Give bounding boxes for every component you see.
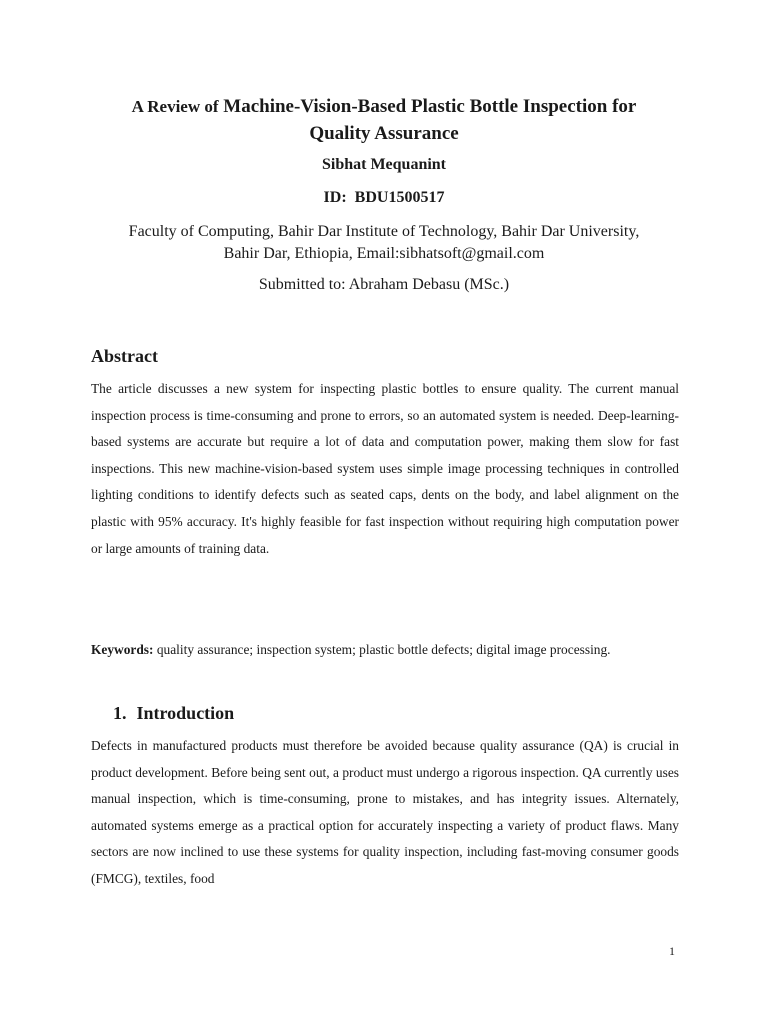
abstract-heading: Abstract [91,346,158,366]
introduction-heading [113,702,234,724]
title-main: Machine-Vision-Based Plastic Bottle Inspection for [223,96,637,117]
id-value: BDU1500517 [354,189,445,206]
student-id [0,188,768,208]
keywords [91,640,691,660]
affiliation [0,221,768,265]
id-label: ID: [323,189,347,206]
section-number: 1. [113,703,127,723]
affiliation-line-2: Bahir Dar, Ethiopia, Email:sibhatsoft@gmail.com [223,245,545,262]
section-title: Introduction [136,703,235,723]
keywords-text: quality assurance; inspection system; plastic bottle defects; digital image processing. [156,642,611,657]
introduction-text: Defects in manufactured products must therefore be avoided because quality assurance (QA) is crucial in product development. Before being sent out, a product must undergo a rigorous inspection. QA currently uses manual inspection, which is time-consuming, prone to mistakes, and has integrity issues. Alternately, automated systems emerge as a practical option for accurately inspecting a variety of product flaws. Many sectors are now inclined to use these systems for quality inspection, including fast-moving consumer goods (FMCG), textiles, food [91,738,679,886]
page-number: 1 [669,944,675,958]
submitted-to: Submitted to: Abraham Debasu (MSc.) [258,276,510,293]
paper-title [0,93,768,147]
author-name: Sibhat Mequanint [321,156,447,173]
title-line-2: Quality Assurance [309,123,459,144]
title-line-1 [0,93,768,120]
title-prefix: A Review of [131,97,219,116]
keywords-label: Keywords: [91,642,154,657]
affiliation-line-1: Faculty of Computing, Bahir Dar Institute of Technology, Bahir Dar University, [128,223,640,240]
abstract-text: The article discusses a new system for inspecting plastic bottles to ensure quality. The current manual inspection process is time-consuming and prone to errors, so an automated system is needed. Deep-learning-based systems are accurate but require a lot of data and computation power, making them slow for fast inspections. This new machine-vision-based system uses simple image processing techniques in controlled lighting conditions to identify defects such as seated caps, dents on the body, and label alignment on the plastic with 95% accuracy. It's highly feasible for fast inspection without requiring high computation power or large amounts of training data. [91,381,679,556]
